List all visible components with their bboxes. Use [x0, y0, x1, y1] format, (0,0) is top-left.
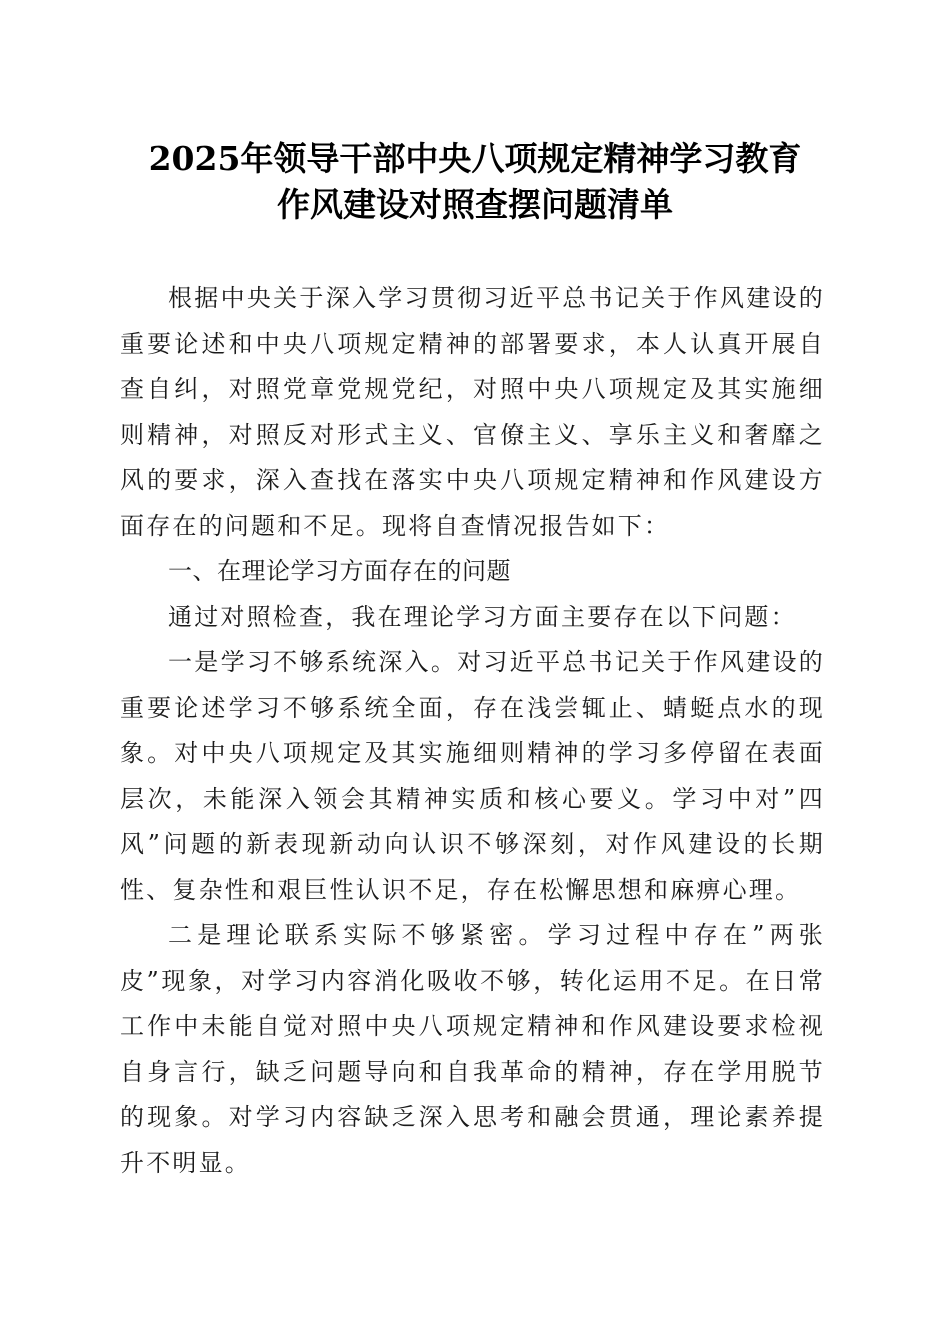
intro-paragraph: 根据中央关于深入学习贯彻习近平总书记关于作风建设的重要论述和中央八项规定精神的部署要求，本人认真开展自查自纠，对照党章党规党纪，对照中央八项规定及其实施细则精神，对照反对形式主义、官僚主义、享乐主义和奢靡之风的要求，深入查找在落实中央八项规定精神和作风建设方面存在的问题和不足。现将自查情况报告如下： — [120, 284, 825, 540]
section-1-lead-paragraph: 通过对照检查，我在理论学习方面主要存在以下问题： — [168, 602, 797, 631]
item-1-paragraph: 一是学习不够系统深入。对习近平总书记关于作风建设的重要论述学习不够系统全面，存在浅尝辄止、蜻蜓点水的现象。对中央八项规定及其实施细则精神的学习多停留在表面层次，未能深入领会其精神实质和核心要义。学习中对”四风”问题的新表现新动向认识不够深刻，对作风建设的长期性、复杂性和艰巨性认识不足，存在松懈思想和麻痹心理。 — [120, 648, 825, 904]
section-1-heading: 一、在理论学习方面存在的问题 — [168, 557, 511, 585]
document-title-line-2: 作风建设对照查摆问题清单 — [277, 185, 673, 224]
document-body — [120, 276, 825, 1186]
document-title-line-1: 2025年领导干部中央八项规定精神学习教育 — [148, 139, 802, 178]
item-2-paragraph: 二是理论联系实际不够紧密。学习过程中存在”两张皮”现象，对学习内容消化吸收不够，转化运用不足。在日常工作中未能自觉对照中央八项规定精神和作风建设要求检视自身言行，缺乏问题导向和自我革命的精神，存在学用脱节的现象。对学习内容缺乏深入思考和融会贯通，理论素养提升不明显。 — [120, 921, 825, 1177]
